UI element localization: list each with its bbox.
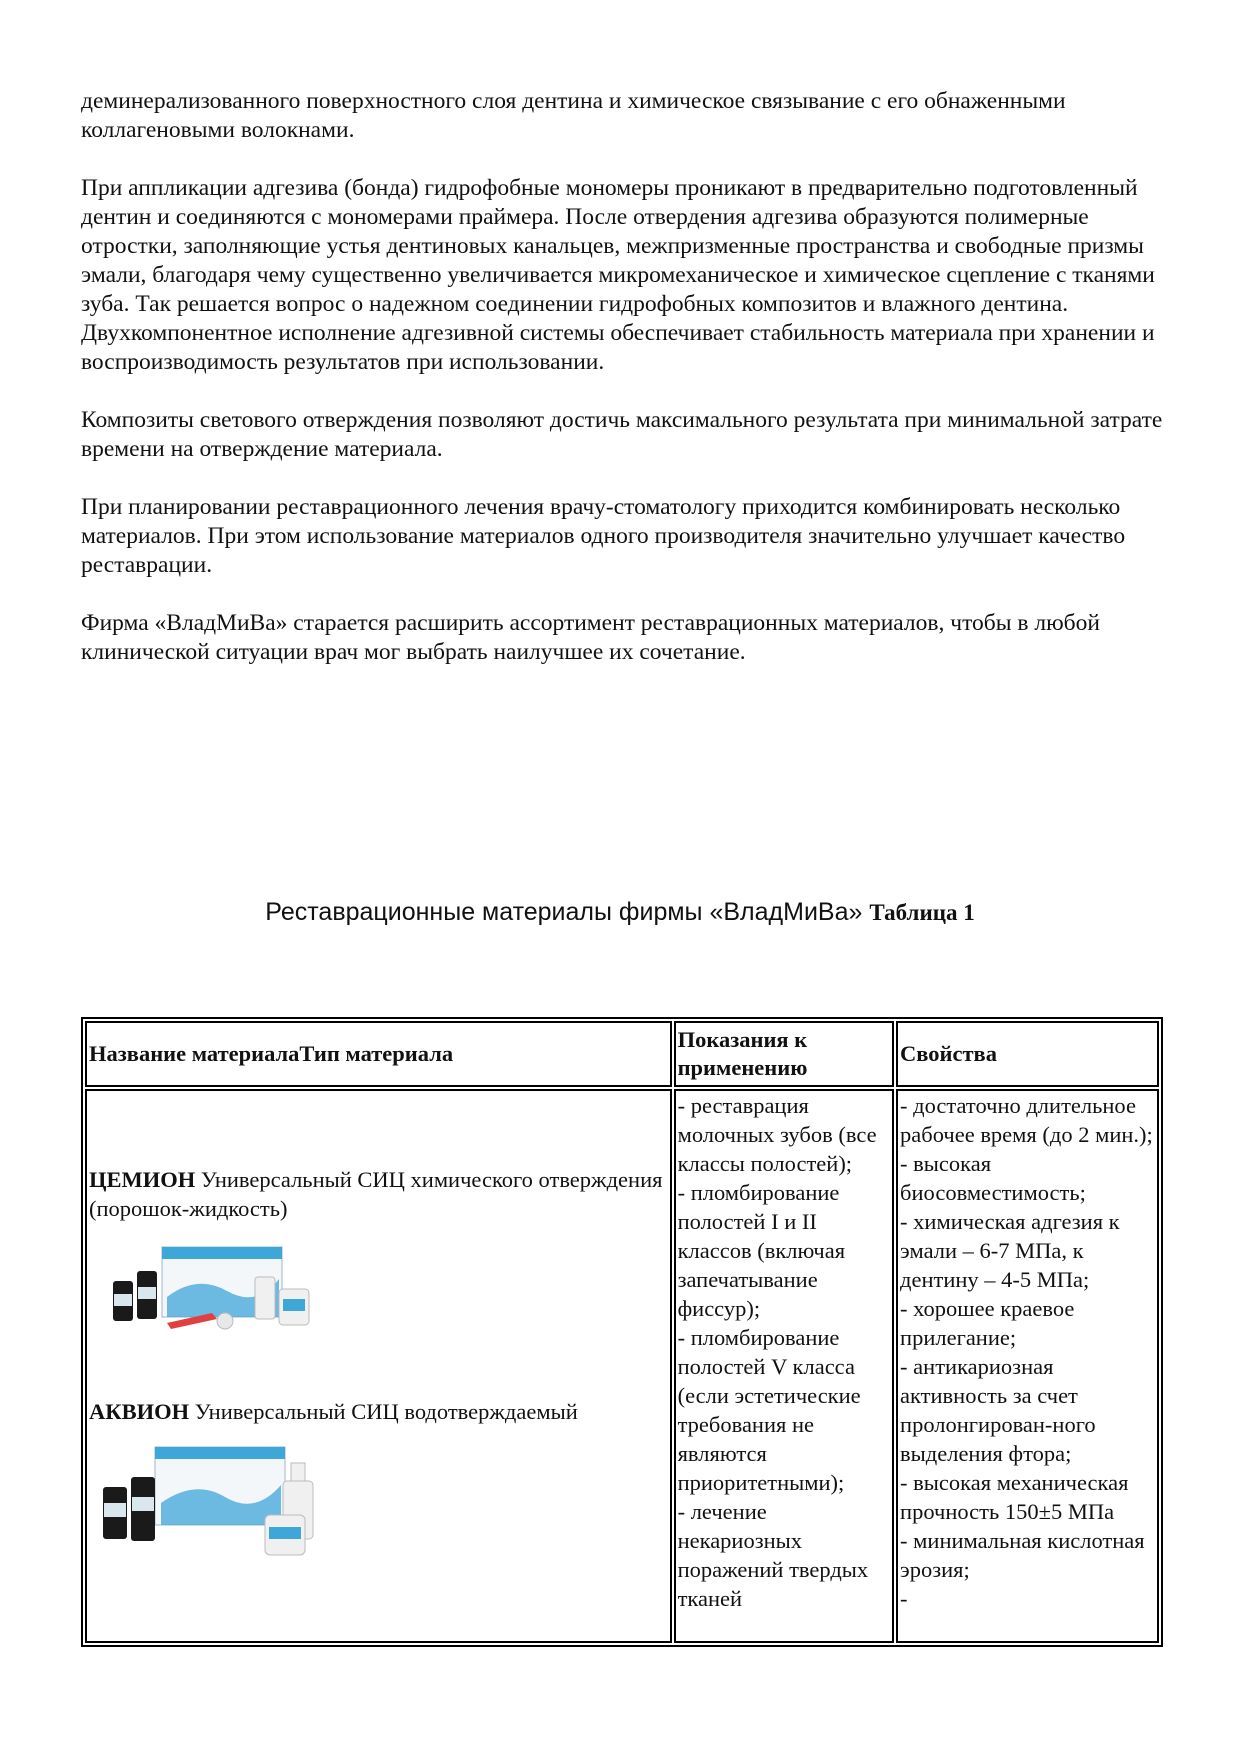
indications-cell [674, 1089, 894, 1643]
product-description: Универсальный СИЦ водотверждаемый [194, 1399, 578, 1424]
paragraph: Фирма «ВладМиВа» старается расширить ассортимент реставрационных материалов, чтобы в любой клинической ситуации врач мог выбрать наилучшее их сочетание. [81, 610, 1100, 665]
properties-text: - достаточно длительное рабочее время (до 2 мин.); - высокая биосовместимость; - химическая адгезия к эмали – 6-7 МПа, к дентину – 4-5 МПа; - хорошее краевое прилегание; - антикариозная активность за счет пролонгирован-ного выделения фтора; - высокая механическая прочность 150±5 МПа - минимальная кислотная эрозия; - [900, 1093, 1153, 1611]
properties-cell [896, 1089, 1159, 1643]
product-photo-cemion [107, 1239, 319, 1349]
header-properties: Свойства [896, 1021, 1159, 1087]
product-photo-akvion [95, 1441, 325, 1571]
table-row [85, 1089, 1159, 1643]
header-name-type: Название материалаТип материала [85, 1021, 672, 1087]
product-description: Универсальный СИЦ химического отверждения (порошок-жидкость) [89, 1167, 663, 1221]
caption-title: Реставрационные материалы фирмы «ВладМиВа» [265, 898, 863, 926]
table-label: Таблица 1 [869, 900, 975, 925]
product-name: ЦЕМИОН [89, 1167, 196, 1192]
paragraph: При аппликации адгезива (бонда) гидрофобные мономеры проникают в предварительно подготовленный дентин и соединяются с мономерами праймера. После отвердения адгезива образуются полимерные отростки, заполняющие устья дентиновых канальцев, межпризменные пространства и свободные призмы эмали, благодаря чему существенно увеличивается микромеханическое и химическое сцепление с тканями зуба. Так решается вопрос о надежном соединении гидрофобных композитов и влажного дентина. Двухкомпонентное исполнение адгезивной системы обеспечивает стабильность материала при хранении и воспроизводимость результатов при использовании. [81, 175, 1155, 375]
paragraph: деминерализованного поверхностного слоя дентина и химическое связывание с его обнаженными коллагеновыми волокнами. [81, 88, 1066, 143]
materials-table [81, 1017, 1163, 1647]
table-header-row [85, 1021, 1159, 1087]
paragraph: Композиты светового отверждения позволяют достичь максимального результата при минимальной затрате времени на отверждение материала. [81, 407, 1163, 462]
table-caption [0, 898, 1240, 927]
products-cell [85, 1089, 672, 1643]
header-indications: Показания к применению [674, 1021, 894, 1087]
body-text [81, 87, 1171, 696]
product-akvion [89, 1397, 578, 1426]
indications-text: - реставрация молочных зубов (все классы полостей); - пломбирование полостей I и II классов (включая запечатывание фиссур); - пломбирование полостей V класса (если эстетические требования не являются приоритетными); - лечение некариозных поражений твердых тканей [677, 1093, 877, 1611]
product-name: АКВИОН [89, 1399, 190, 1424]
product-cemion [89, 1165, 668, 1223]
paragraph: При планировании реставрационного лечения врачу-стоматологу приходится комбинировать несколько материалов. При этом использование материалов одного производителя значительно улучшает качество реставрации. [81, 494, 1126, 578]
